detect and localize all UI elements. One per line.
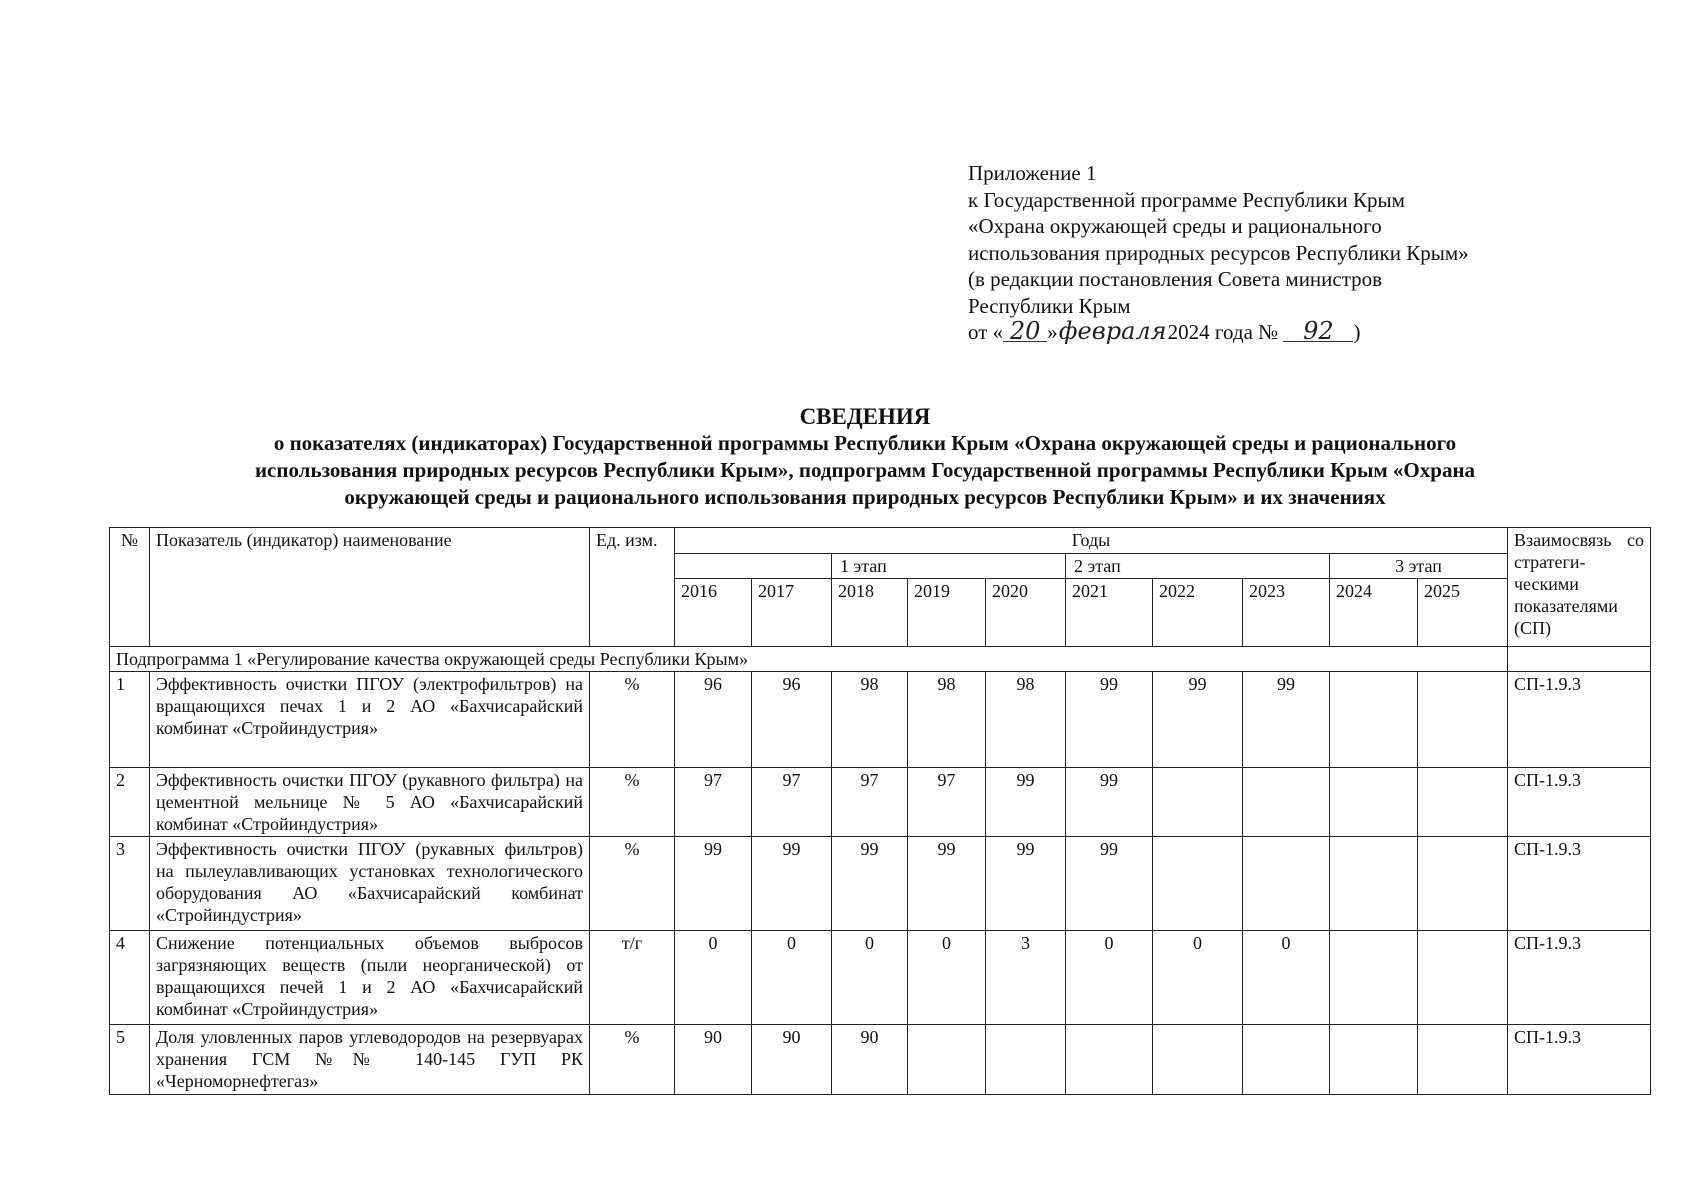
value-cell — [1418, 672, 1508, 768]
subprogram-title: Подпрограмма 1 «Регулирование качества окружающей среды Республики Крым» — [110, 647, 1508, 672]
handwritten-month: февраля — [1058, 317, 1167, 345]
heading-line-2: использования природных ресурсов Республики Крым», подпрограмм Государственной программы Республики Крым «Охрана — [254, 458, 1476, 482]
appendix-line-3: «Охрана окружающей среды и рационального — [968, 214, 1382, 238]
value-cell: 99 — [986, 837, 1066, 931]
appendix-line-2: к Государственной программе Республики Крым — [968, 187, 1405, 212]
value-cell: 90 — [832, 1025, 908, 1095]
appendix-line-6: Республики Крым — [968, 293, 1131, 318]
value-cell — [908, 1025, 986, 1095]
unit-cell: % — [590, 672, 675, 768]
value-cell: 98 — [832, 672, 908, 768]
appendix-block — [968, 160, 1469, 346]
quote-close: » — [1047, 320, 1058, 344]
stage-2: 2 этап — [1066, 554, 1330, 579]
indicator-name: Снижение потенциальных объемов выбросов загрязняющих веществ (пыли неорганической) от вращающихся печей 1 и 2 АО «Бахчисарайский комбинат «Стройиндустрия» — [150, 931, 590, 1025]
value-cell: 99 — [832, 837, 908, 931]
table-row — [110, 931, 1651, 1025]
indicator-name: Эффективность очистки ПГОУ (электрофильтров) на вращающихся печах 1 и 2 АО «Бахчисарайский комбинат «Стройиндустрия» — [150, 672, 590, 768]
strategic-indicator: СП-1.9.3 — [1508, 768, 1651, 837]
unit-cell: т/г — [590, 931, 675, 1025]
value-cell — [1243, 768, 1330, 837]
value-cell: 0 — [832, 931, 908, 1025]
header-indicator: Показатель (индикатор) наименование — [150, 528, 590, 647]
value-cell: 97 — [908, 768, 986, 837]
value-cell — [1153, 1025, 1243, 1095]
value-cell — [1330, 837, 1418, 931]
stage-1: 1 этап — [832, 554, 1066, 579]
row-number: 1 — [110, 672, 150, 768]
value-cell: 99 — [1066, 768, 1153, 837]
value-cell: 96 — [752, 672, 832, 768]
heading-line-3: окружающей среды и рационального использования природных ресурсов Республики Крым» и их значениях — [344, 485, 1386, 509]
value-cell: 0 — [908, 931, 986, 1025]
stage-3: 3 этап — [1330, 554, 1508, 579]
row-number: 3 — [110, 837, 150, 931]
value-cell: 99 — [752, 837, 832, 931]
indicator-name: Эффективность очистки ПГОУ (рукавных фильтров) на пылеулавливающих установках технологического оборудования АО «Бахчисарайский комбинат «Стройиндустрия» — [150, 837, 590, 931]
appendix-date-line — [968, 319, 1469, 346]
year-2025: 2025 — [1418, 579, 1508, 647]
strategic-indicator: СП-1.9.3 — [1508, 672, 1651, 768]
value-cell: 0 — [675, 931, 752, 1025]
from-prefix: от « — [968, 320, 1004, 344]
row-number: 2 — [110, 768, 150, 837]
subprogram-row — [110, 647, 1651, 672]
value-cell — [1153, 837, 1243, 931]
value-cell: 99 — [1153, 672, 1243, 768]
year-2016: 2016 — [675, 579, 752, 647]
value-cell: 0 — [1153, 931, 1243, 1025]
year-2020: 2020 — [986, 579, 1066, 647]
value-cell — [986, 1025, 1066, 1095]
appendix-line-4: использования природных ресурсов Республики Крым» — [968, 240, 1469, 265]
strategic-indicator: СП-1.9.3 — [1508, 837, 1651, 931]
unit-cell: % — [590, 837, 675, 931]
document-title: СВЕДЕНИЯ — [799, 404, 931, 429]
subprogram-blank — [1508, 647, 1651, 672]
row-number: 5 — [110, 1025, 150, 1095]
indicator-name: Эффективность очистки ПГОУ (рукавного фильтра) на цементной мельнице № 5 АО «Бахчисарайский комбинат «Стройиндустрия» — [150, 768, 590, 837]
value-cell: 97 — [752, 768, 832, 837]
value-cell: 99 — [675, 837, 752, 931]
value-cell: 90 — [752, 1025, 832, 1095]
close-paren: ) — [1353, 320, 1361, 344]
year-2024: 2024 — [1330, 579, 1418, 647]
year-2017: 2017 — [752, 579, 832, 647]
indicators-table — [109, 527, 1651, 1095]
year-2019: 2019 — [908, 579, 986, 647]
value-cell: 0 — [1066, 931, 1153, 1025]
table-row — [110, 672, 1651, 768]
value-cell — [1243, 1025, 1330, 1095]
strategic-indicator: СП-1.9.3 — [1508, 931, 1651, 1025]
value-cell — [1330, 931, 1418, 1025]
data-rows — [110, 672, 1651, 1095]
value-cell — [1418, 837, 1508, 931]
value-cell — [1243, 837, 1330, 931]
indicator-name: Доля уловленных паров углеводородов на резервуарах хранения ГСМ №№ 140-145 ГУП РК «Черноморнефтегаз» — [150, 1025, 590, 1095]
document-heading — [110, 404, 1620, 511]
value-cell: 99 — [986, 768, 1066, 837]
header-relation: Взаимосвязь со стратеги-ческими показателями (СП) — [1508, 528, 1651, 647]
header-unit: Ед. изм. — [590, 528, 675, 647]
table-row — [110, 837, 1651, 931]
value-cell — [1066, 1025, 1153, 1095]
year-2018: 2018 — [832, 579, 908, 647]
appendix-title: Приложение 1 — [968, 161, 1097, 185]
value-cell: 98 — [986, 672, 1066, 768]
header-num: № — [110, 528, 150, 647]
handwritten-number: 92 — [1283, 321, 1353, 342]
value-cell: 99 — [908, 837, 986, 931]
value-cell — [1418, 1025, 1508, 1095]
year-2021: 2021 — [1066, 579, 1153, 647]
value-cell — [1330, 672, 1418, 768]
value-cell: 0 — [1243, 931, 1330, 1025]
table-row — [110, 1025, 1651, 1095]
value-cell: 99 — [1066, 837, 1153, 931]
value-cell: 96 — [675, 672, 752, 768]
year-2022: 2022 — [1153, 579, 1243, 647]
row-number: 4 — [110, 931, 150, 1025]
unit-cell: % — [590, 768, 675, 837]
table-row — [110, 768, 1651, 837]
stage-blank — [675, 554, 832, 579]
value-cell: 97 — [832, 768, 908, 837]
value-cell — [1330, 1025, 1418, 1095]
value-cell — [1418, 931, 1508, 1025]
year-2023: 2023 — [1243, 579, 1330, 647]
value-cell: 3 — [986, 931, 1066, 1025]
handwritten-day: 20 — [1003, 321, 1047, 342]
value-cell: 99 — [1243, 672, 1330, 768]
value-cell: 99 — [1066, 672, 1153, 768]
header-row-1 — [110, 528, 1651, 554]
value-cell: 97 — [675, 768, 752, 837]
value-cell — [1330, 768, 1418, 837]
unit-cell: % — [590, 1025, 675, 1095]
header-years: Годы — [675, 528, 1508, 554]
year-text: 2024 года № — [1167, 320, 1279, 344]
strategic-indicator: СП-1.9.3 — [1508, 1025, 1651, 1095]
value-cell: 98 — [908, 672, 986, 768]
heading-line-1: о показателях (индикаторах) Государственной программы Республики Крым «Охрана окружающей среды и рационального — [273, 431, 1457, 455]
appendix-line-5: (в редакции постановления Совета министров — [968, 267, 1383, 291]
value-cell — [1418, 768, 1508, 837]
value-cell — [1153, 768, 1243, 837]
value-cell: 90 — [675, 1025, 752, 1095]
value-cell: 0 — [752, 931, 832, 1025]
